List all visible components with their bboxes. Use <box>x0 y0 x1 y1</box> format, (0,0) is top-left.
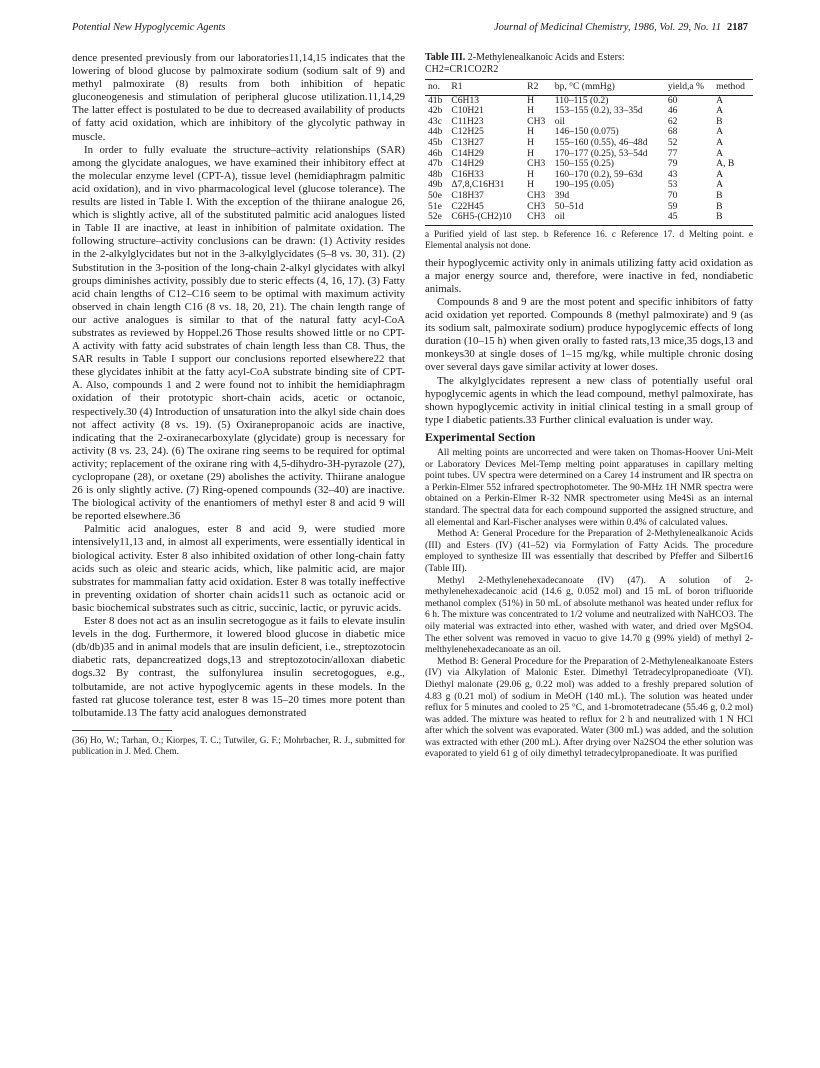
table-cell: C13H27 <box>451 136 484 148</box>
table-cell: 53 <box>667 179 678 191</box>
table-cell: A <box>716 94 724 106</box>
experimental-paragraph: Method A: General Procedure for the Preparation of 2-Methylenealkanoic Acids (III) and Esters (IV) (41–52) via Formylation of Fatty Acids. The procedure employed to synthesize III was essentially that described by Pfeffer and Silbert16 (Table III). <box>425 528 753 574</box>
table-cell: B <box>713 212 753 225</box>
left-column <box>72 52 405 757</box>
table-cell: 190–195 (0.05) <box>554 179 614 191</box>
experimental-paragraph: All melting points are uncorrected and were taken on Thomas-Hoover Uni-Melt or Laboratory Devices Mel-Temp melting point apparatuses in capillary melting point tubes. UV spectra were determined on a Carey 14 instrument and IR spectra on a Perkin-Elmer 552 infrared spectrophotometer. The 90-MHz 1H NMR spectra were obtained on a Perkin-Elmer R-32 NMR spectrometer using Me4Si as an internal standard. The spectral data for each compound supported the assigned structure, and all elemental and Karl-Fischer analyses were within 0.4% of calculated values. <box>425 447 753 528</box>
table-cell: 45b <box>428 136 443 148</box>
table-cell: 51e <box>428 200 442 212</box>
table-cell: 77 <box>667 147 678 159</box>
table-cell: A <box>716 105 724 117</box>
table-cell: 43 <box>667 168 678 180</box>
table-caption <box>425 52 753 76</box>
running-header <box>72 22 748 38</box>
table-cell: 170–177 (0.25), 53–54d <box>554 147 648 159</box>
table-row <box>425 138 753 149</box>
table-footnotes: a Purified yield of last step. b Reference 16. c Reference 17. d Melting point. e Elemental analysis not done. <box>425 228 753 250</box>
table-cell: 52 <box>667 136 678 148</box>
table-cell: C10H21 <box>451 105 484 117</box>
table-cell: 150–155 (0.25) <box>554 158 614 170</box>
experimental-paragraph: Methyl 2-Methylenehexadecanoate (IV) (47). A solution of 2-methylenehexadecanoic acid (14.6 g, 0.052 mol) and 15 mL of boron trifluoride methanol complex (51%) in 50 mL of absolute methanol was heated under reflux for 6 h. The mixture was concentrated to 1/2 volume and neutralized with NaHCO3. The oily material was extracted into ether, washed with water, and dried over MgSO4. The ether solvent was removed in vacuo to give 14.70 g (99% yield) of methyl 2-melthylenehexadecanoate as an oil. <box>425 574 753 656</box>
table-cell: 43c <box>428 115 442 127</box>
table-cell: H <box>527 126 535 138</box>
table-cell: 146–150 (0.075) <box>554 126 619 138</box>
table-cell: H <box>527 105 535 117</box>
table-cell: B <box>716 115 723 127</box>
body-paragraph: Palmitic acid analogues, ester 8 and acid 9, were studied more intensively11,13 and, in almost all experiments, were essentially identical in biological activity. Ester 8 also inhibited oxidation of other long-chain fatty acids such as oleic and stearic acids, which, like palmitic acid, are major substrates for mammalian fatty acid oxidation. Ester 8 was totally ineffective in preventing oxidation of shorter chain acids11 such as octanoic acid or basic biochemical substrates such as citric, succinic, lactic, or pyruvic acids. <box>72 523 405 614</box>
table-cell: C12H25 <box>451 126 484 138</box>
page-number: 2187 <box>727 22 748 33</box>
table-cell: 48b <box>428 168 443 180</box>
body-paragraph: dence presented previously from our laboratories11,14,15 indicates that the lowering of blood glucose by palmoxirate sodium (sodium salt of 9) and methyl palmoxirate (8) results from both inhibition of hepatic gluconeogenesis and stimulation of peripheral glucose utilization.11,14,29 The latter effect is postulated to be due to decreased availability of products of fatty acid oxidation, which are inhibitory of the glycolytic pathway in muscle. <box>72 52 405 143</box>
table-cell: CH3 <box>527 115 546 127</box>
experimental-section <box>425 447 753 760</box>
table-cell: 50–51d <box>554 200 584 212</box>
table-cell: CH3 <box>527 200 546 212</box>
table-cell: CH3 <box>527 189 546 201</box>
table-cell: 42b <box>428 105 443 117</box>
table-title: 2-Methylenealkanoic Acids and Esters: <box>467 52 625 63</box>
table-cell: 79 <box>667 158 678 170</box>
table-cell: 50e <box>428 189 442 201</box>
table-cell: H <box>527 136 535 148</box>
table-cell: A <box>716 136 724 148</box>
table-cell: A <box>716 179 724 191</box>
table-cell: C16H33 <box>451 168 484 180</box>
table-cell: C6H5-(CH2)10 <box>448 212 524 225</box>
table-cell: 45 <box>665 212 713 225</box>
table-cell: 110–115 (0.2) <box>554 94 609 106</box>
table-row <box>425 191 753 202</box>
table-cell: A, B <box>716 158 735 170</box>
table-cell: 49b <box>428 179 443 191</box>
table-cell: A <box>716 168 724 180</box>
table-cell: C14H29 <box>451 158 484 170</box>
table-row <box>425 212 753 225</box>
table-label: Table III. <box>425 52 466 63</box>
table-cell: C14H29 <box>451 147 484 159</box>
column-header: yield,a % <box>665 80 713 96</box>
table-cell: H <box>527 94 535 106</box>
table-cell: 46b <box>428 147 443 159</box>
table-cell: H <box>527 147 535 159</box>
body-paragraph: Compounds 8 and 9 are the most potent and specific inhibitors of fatty acid oxidation yet reported. Compounds 8 (methyl palmoxirate) and 9 (as its sodium salt, palmoxirate sodium) produce hypoglycemic effects of long duration (10–15 h) when given orally to fasted rats,13 mice,35 dogs,13 and monkeys30 at single doses of 1–15 mg/kg, while multiple chronic dosing over several days gave similar activity at lower doses. <box>425 296 753 374</box>
table-cell: A <box>716 126 724 138</box>
table-cell: 60 <box>667 94 678 106</box>
body-paragraph: The alkylglycidates represent a new class of potentially useful oral hypoglycemic agents in which the lead compound, methyl palmoxirate, has shown hypoglycemic activity in initial clinical testing in a small group of type I diabetic patients.33 Further clinical evaluation is under way. <box>425 374 753 426</box>
table-formula: CH2=CR1CO2R2 <box>425 64 499 75</box>
reference-footnote: (36) Ho, W.; Tarhan, O.; Kiorpes, T. C.; Tutwiler, G. F.; Mohrbacher, R. J., submitted for publication in J. Med. Chem. <box>72 734 405 756</box>
table-cell: 39d <box>554 189 570 201</box>
header-journal-citation: Journal of Medicinal Chemistry, 1986, Vol. 29, No. 11 <box>493 22 721 33</box>
table-cell: CH3 <box>527 158 546 170</box>
footnote-divider <box>72 730 172 731</box>
header-journal-info <box>494 22 748 33</box>
table-header-row <box>425 80 753 96</box>
body-paragraph: their hypoglycemic activity only in animals utilizing fatty acid oxidation as a major energy source and, therefore, were inactive in fed, nondiabetic animals. <box>425 256 753 295</box>
table-cell: 59 <box>667 200 678 212</box>
table-cell: 62 <box>667 115 678 127</box>
table-cell: 52e <box>425 212 448 225</box>
column-header: R1 <box>448 80 524 96</box>
section-heading: Experimental Section <box>425 429 536 444</box>
column-header: R2 <box>524 80 552 96</box>
table-cell: H <box>527 168 535 180</box>
table-cell: 70 <box>667 189 678 201</box>
table-cell: B <box>716 189 723 201</box>
data-table <box>425 79 753 226</box>
table-body <box>425 95 753 225</box>
table-cell: oil <box>554 115 565 127</box>
column-header: method <box>713 80 753 96</box>
experimental-paragraph: Method B: General Procedure for the Preparation of 2-Methylenealkanoate Esters (IV) via Alkylation of Malonic Ester. Dimethyl Tetradecylpropanedioate (VI). Diethyl malonate (29.06 g, 0.22 mol) was added to a freshly prepared solution of 4.83 g (0.21 mol) of sodium in MeOH (140 mL). The solution was heated under reflux for 5 minutes and cooled to 25 °C, and 1-bromotetradecane (55.46 g, 0.2 mol) was added. The mixture was heated to reflux for 2 h and neutralized with 1 N HCl after which the solvent was evaporated. Water (300 mL) was added, and the solution was extracted with ether (200 mL). After drying over Na2SO4 the ether solution was evaporated to yield 61 g of oily dimethyl tetradecylpropanedioate. It was purified <box>425 655 753 760</box>
body-paragraph: Ester 8 does not act as an insulin secretogogue as it fails to elevate insulin levels in the dog. Furthermore, it lowered blood glucose in diabetic mice (db/db)35 and in animal models that are insulin deficient, i.e., streptozotocin diabetic rats, depancreatized dogs,13 and streptozotocin/alloxan diabetic dogs.32 By contrast, the sulfonylurea insulin secretogogues, e.g., tolbutamide, are not active hypoglycemic agents in these models. In the fasted rat glucose tolerance test, ester 8 was 15–20 times more potent than tolbutamide.13 The fatty acid analogues demonstrated <box>72 615 405 719</box>
table-cell: 160–170 (0.2), 59–63d <box>554 168 643 180</box>
table-cell: 153–155 (0.2), 33–35d <box>554 105 643 117</box>
table-cell: C11H23 <box>451 115 484 127</box>
table-cell: 44b <box>428 126 443 138</box>
column-header: no. <box>425 80 448 96</box>
column-header: bp, °C (mmHg) <box>552 80 665 96</box>
table-cell: H <box>527 179 535 191</box>
table-cell: 46 <box>667 105 678 117</box>
body-paragraph: In order to fully evaluate the structure–activity relationships (SAR) among the glycidate analogues, we have examined their inhibitory effect at the molecular enzyme level (CPT-A), tissue level (hemidiaphragm palmitic acid oxidation), and in vivo pharmacological level (glucose tolerance). The results are listed in Table I. With the exception of the thiirane analogue 26, which is slightly active, all of the substituted palmitic acid analogues listed in Table II are inactive, at least in inhibition of palmitate oxidation. The following structure–activity conclusions can be drawn: (1) Activity resides in the 2-alkylglycidates but not in the 3-alkylglycidates (5–8 vs. 30, 31). (2) Substitution in the 3-position of the long-chain 2-alkyl glycidates with alkyl groups diminishes activity, possibly due to steric effects (4, 16, 17). (3) Fatty acid chain lengths of C12–C16 seem to be optimal with maximum activity observed in chain length C16 (8 vs. 18, 20, 21). The chain length range of our active analogues is similar to that of the natural fatty acyl-CoA substrates as reviewed by Hoppel.26 Those results showed little or no CPT-A activity with fatty acid substrates of chain length less than C8. Thus, the SAR results in Table I support our conclusions reported elsewhere22 that these glycidates inhibit at the fatty acyl-CoA substrate binding site of CPT-A. Also, compounds 1 and 2 were found not to inhibit the hemidiaphragm oxidation of their prototypic short-chain acids, acetic or octanoic, respectively.30 (4) Introduction of unsaturation into the alkyl side chain does not affect activity (8 vs. 19). (5) Oxiranepropanoic acids are inactive, indicating that the 2-oxiranecarboxylate (glycidate) group is necessary for activity (8 vs. 23, 24). (6) The oxirane ring seems to be required for optimal activity; replacement of the oxirane ring with 4,5-dihydro-3H-pyrazole (27), cyclopropane (28), or oxetane (29) abolishes the activity. Thiirane analogue 26 is only slightly active. (7) Ring-opened compounds (32–40) are inactive. The biological activity of the enantiomers of methyl ester 8 and acid 9 will be reported elsewhere.36 <box>72 143 405 523</box>
right-column <box>425 52 753 760</box>
table-cell: A <box>716 147 724 159</box>
table-cell: CH3 <box>524 212 552 225</box>
table-cell: 41b <box>428 94 443 106</box>
table-cell: C22H45 <box>451 200 484 212</box>
table-cell: B <box>716 200 723 212</box>
table-cell: C6H13 <box>451 94 480 106</box>
table-cell: oil <box>552 212 665 225</box>
header-section-title: Potential New Hypoglycemic Agents <box>72 22 226 33</box>
table-cell: C18H37 <box>451 189 484 201</box>
table-cell: Δ7,8,C16H31 <box>451 179 505 191</box>
table-cell: 47b <box>428 158 443 170</box>
table-cell: 68 <box>667 126 678 138</box>
table-cell: 155–160 (0.55), 46–48d <box>554 136 648 148</box>
